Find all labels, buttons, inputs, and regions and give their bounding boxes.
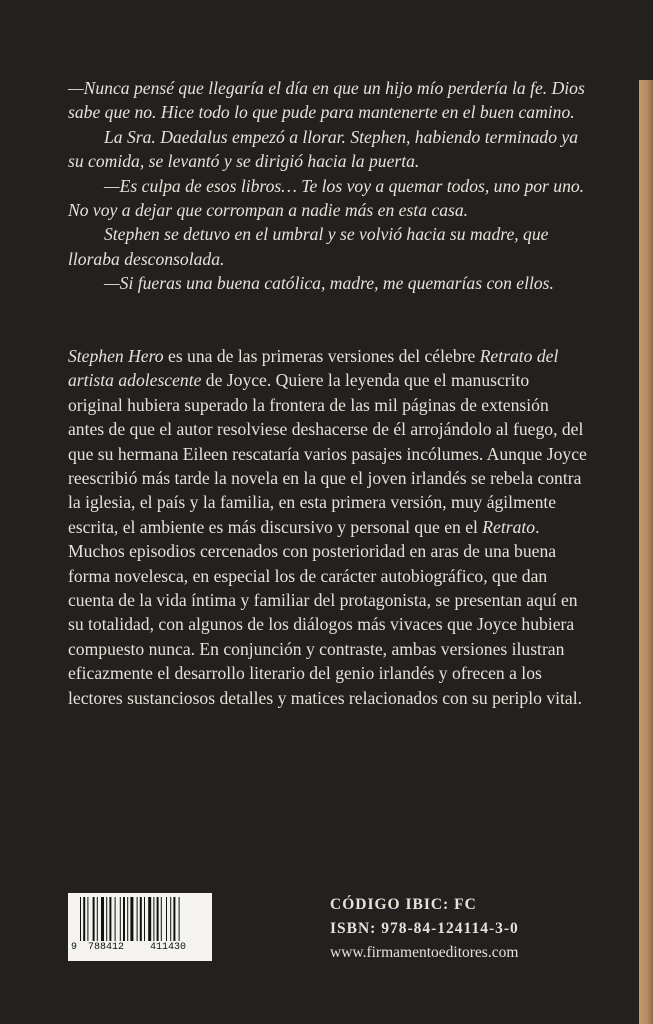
spine-edge <box>639 80 653 1024</box>
book-title: Retrato <box>482 516 536 537</box>
barcode-left-group: 788412 <box>88 942 125 953</box>
ibic-code: CÓDIGO IBIC: FC <box>330 896 477 913</box>
publication-info <box>330 893 590 965</box>
barcode-bar <box>127 897 128 941</box>
barcode-bar <box>140 897 142 941</box>
description-text: . Muchos episodios cercenados con posterioridad en aras de una buena forma novelesca, en especial los de carácter autobiográfico, que dan cuenta de la vida íntima y familiar del protagonista, se presentan aquí en su totalidad, con algunos de los diálogos más vivaces que Joyce hubiera compuesto nunca. En conjunción y contraste, ambas versiones ilustran eficazmente el desarrollo literario del genio irlandés y ofrecen a los lectores sustanciosos detalles y matices relacionados con su periplo vital. <box>68 516 582 708</box>
barcode-bar <box>87 897 88 941</box>
book-description <box>68 344 588 710</box>
excerpt-paragraph: —Es culpa de esos libros… Te los voy a quemar todos, uno por uno. No voy a dejar que corrompan a nadie más en esta casa. <box>68 175 585 221</box>
publisher-website[interactable]: www.firmamentoeditores.com <box>330 944 519 961</box>
barcode-bar <box>109 897 111 941</box>
book-title: Retrato del artista adolescente <box>68 346 559 391</box>
barcode-bar <box>97 897 98 941</box>
book-title: Stephen Hero <box>68 346 164 366</box>
barcode-first-digit: 9 <box>71 942 78 953</box>
barcode-bar <box>166 897 167 941</box>
barcode-bar <box>115 897 116 941</box>
barcode-bar <box>106 897 107 941</box>
description-text: es una de las primeras versiones del célebre <box>163 346 480 366</box>
description-text: de Joyce. Quiere la leyenda que el manuscrito original hubiera superado la frontera de las mil páginas de extensión antes de que el autor resolviese deshacerse de él arrojándolo al fuego, del que su hermana Eileen rescataría varios pasajes incólumes. Aunque Joyce reescribió más tarde la novela en la que el joven irlandés se rebela contra la iglesia, el país y la familia, en esta primera versión, muy ágilmente escrita, el ambiente es más discursivo y personal que en el <box>68 370 587 537</box>
barcode-bar <box>93 897 95 941</box>
barcode-bar <box>170 897 171 941</box>
barcode-bar <box>179 897 180 941</box>
excerpt-paragraph: La Sra. Daedalus empezó a llorar. Stephen, habiendo terminado ya su comida, se levantó y se dirigió hacia la puerta. <box>68 126 579 172</box>
barcode-bar <box>161 897 162 941</box>
barcode-bar <box>148 897 151 941</box>
barcode-bar <box>157 897 159 941</box>
isbn-number: ISBN: 978-84-124114-3-0 <box>330 920 519 937</box>
barcode-bar <box>173 897 175 941</box>
barcode-bar <box>123 897 125 941</box>
barcode-bar <box>83 897 85 941</box>
barcode-bar <box>80 897 81 941</box>
barcode-bar <box>153 897 154 941</box>
barcode-bar <box>130 897 133 941</box>
excerpt-paragraph: —Si fueras una buena católica, madre, me quemarías con ellos. <box>104 273 554 294</box>
isbn-barcode <box>68 893 212 961</box>
barcode-bars <box>68 893 212 943</box>
excerpt-paragraph: —Nunca pensé que llegaría el día en que un hijo mío perdería la fe. Dios sabe que no. Hice todo lo que pude para mantenerte en el buen camino. <box>68 78 585 123</box>
excerpt-paragraph: Stephen se detuvo en el umbral y se volvió hacia su madre, que lloraba desconsolada. <box>68 224 549 269</box>
barcode-bar <box>101 897 104 941</box>
barcode-bar <box>137 897 138 941</box>
barcode-bar <box>120 897 121 941</box>
barcode-bar <box>144 897 145 941</box>
barcode-right-group: 411430 <box>150 942 187 953</box>
novel-excerpt <box>68 76 588 296</box>
